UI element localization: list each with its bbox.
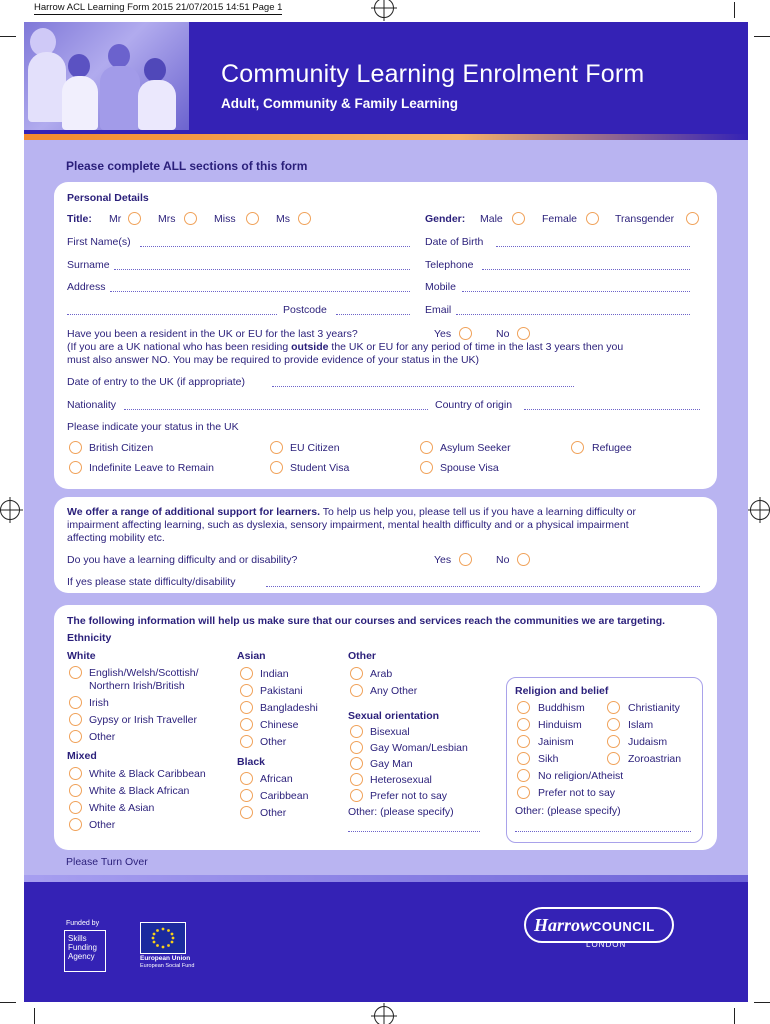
eu-label: European Union bbox=[140, 955, 191, 962]
eu-stars-icon bbox=[141, 923, 185, 953]
white-heading: White bbox=[67, 650, 96, 662]
religion-prefer-not-radio[interactable] bbox=[517, 786, 530, 799]
telephone-label: Telephone bbox=[425, 259, 474, 271]
sfa-line-1: Skills bbox=[68, 934, 87, 943]
white-irish-radio[interactable] bbox=[69, 696, 82, 709]
sexual-prefer-not-label: Prefer not to say bbox=[370, 790, 448, 802]
asian-bangladeshi-label: Bangladeshi bbox=[260, 702, 318, 714]
crop-mark bbox=[734, 1008, 735, 1024]
white-other-label: Other bbox=[89, 731, 116, 743]
first-name-label: First Name(s) bbox=[67, 236, 131, 248]
religion-zoroastrian-radio[interactable] bbox=[607, 752, 620, 765]
religion-christianity-radio[interactable] bbox=[607, 701, 620, 714]
gender-label: Gender: bbox=[425, 213, 466, 225]
form-title: Community Learning Enrolment Form bbox=[221, 60, 645, 88]
gender-male-radio[interactable] bbox=[512, 212, 525, 225]
status-ilr-radio[interactable] bbox=[69, 461, 82, 474]
resident-note: (If you are a UK national who has been residing outside the UK or EU for any period of time in the last 3 years then you bbox=[67, 341, 624, 353]
crop-mark bbox=[734, 2, 735, 18]
learning-support-section bbox=[54, 497, 717, 593]
nationality-field[interactable] bbox=[124, 409, 428, 410]
address-label: Address bbox=[67, 281, 106, 293]
religion-christianity-label: Christianity bbox=[628, 702, 680, 714]
other-any-radio[interactable] bbox=[350, 684, 363, 697]
status-ilr-label: Indefinite Leave to Remain bbox=[89, 462, 214, 474]
first-name-field[interactable] bbox=[140, 246, 410, 247]
mobile-field[interactable] bbox=[462, 291, 690, 292]
asian-other-label: Other bbox=[260, 736, 287, 748]
skills-funding-agency-logo bbox=[64, 930, 106, 972]
title-ms-radio[interactable] bbox=[298, 212, 311, 225]
crop-mark bbox=[0, 36, 16, 37]
registration-mark-top bbox=[374, 0, 394, 18]
black-african-label: African bbox=[260, 773, 293, 785]
black-caribbean-label: Caribbean bbox=[260, 790, 309, 802]
sexual-lesbian-radio[interactable] bbox=[350, 741, 363, 754]
religion-judaism-radio[interactable] bbox=[607, 735, 620, 748]
sexual-other-field[interactable] bbox=[348, 831, 480, 832]
ethnicity-heading: Ethnicity bbox=[67, 632, 112, 644]
white-british-radio[interactable] bbox=[69, 666, 82, 679]
black-african-radio[interactable] bbox=[240, 772, 253, 785]
mobile-label: Mobile bbox=[425, 281, 456, 293]
status-refugee-radio[interactable] bbox=[571, 441, 584, 454]
instruction-heading: Please complete ALL sections of this form bbox=[66, 159, 308, 173]
section-heading: Personal Details bbox=[67, 192, 149, 204]
date-of-entry-field[interactable] bbox=[272, 386, 574, 387]
country-of-origin-field[interactable] bbox=[524, 409, 700, 410]
telephone-field[interactable] bbox=[482, 269, 690, 270]
title-mr-radio[interactable] bbox=[128, 212, 141, 225]
mixed-asian-radio[interactable] bbox=[69, 801, 82, 814]
sexual-gay-man-label: Gay Man bbox=[370, 758, 413, 770]
postcode-field[interactable] bbox=[336, 314, 410, 315]
dob-field[interactable] bbox=[496, 246, 690, 247]
mixed-caribbean-radio[interactable] bbox=[69, 767, 82, 780]
religion-islam-label: Islam bbox=[628, 719, 654, 731]
resident-yes-radio[interactable] bbox=[459, 327, 472, 340]
surname-field[interactable] bbox=[114, 269, 410, 270]
email-field[interactable] bbox=[456, 314, 690, 315]
harrow-logo-london: LONDON bbox=[586, 940, 627, 949]
crop-mark bbox=[0, 1002, 16, 1003]
sexual-bisexual-label: Bisexual bbox=[370, 726, 410, 738]
registration-mark-right bbox=[750, 500, 770, 520]
personal-details-section bbox=[54, 182, 717, 489]
orange-swoosh bbox=[24, 134, 748, 140]
white-british-label: English/Welsh/Scottish/ bbox=[89, 667, 199, 679]
print-header: Harrow ACL Learning Form 2015 21/07/2015 14:51 Page 1 bbox=[34, 2, 283, 13]
resident-question: Have you been a resident in the UK or EU for the last 3 years? bbox=[67, 328, 358, 340]
title-option-mrs: Mrs bbox=[158, 213, 176, 225]
resident-yes-label: Yes bbox=[434, 328, 452, 340]
white-gypsy-radio[interactable] bbox=[69, 713, 82, 726]
black-other-radio[interactable] bbox=[240, 806, 253, 819]
status-british-label: British Citizen bbox=[89, 442, 154, 454]
status-eu-radio[interactable] bbox=[270, 441, 283, 454]
status-asylum-radio[interactable] bbox=[420, 441, 433, 454]
sexual-heterosexual-label: Heterosexual bbox=[370, 774, 432, 786]
mixed-asian-label: White & Asian bbox=[89, 802, 155, 814]
turn-over-note: Please Turn Over bbox=[66, 856, 148, 868]
asian-other-radio[interactable] bbox=[240, 735, 253, 748]
other-any-label: Any Other bbox=[370, 685, 418, 697]
form-page bbox=[24, 22, 748, 1002]
difficulty-state-label: If yes please state difficulty/disability bbox=[67, 576, 236, 588]
equality-monitoring-section bbox=[54, 605, 717, 850]
address-field-line2[interactable] bbox=[67, 314, 277, 315]
resident-no-label: No bbox=[496, 328, 510, 340]
asian-heading: Asian bbox=[237, 650, 266, 662]
religion-hinduism-label: Hinduism bbox=[538, 719, 582, 731]
difficulty-yes-label: Yes bbox=[434, 554, 452, 566]
white-irish-label: Irish bbox=[89, 697, 109, 709]
religion-islam-radio[interactable] bbox=[607, 718, 620, 731]
support-intro-line2: impairment affecting learning, such as dyslexia, sensory impairment, mental health difficulty and or a physical impairment bbox=[67, 519, 629, 531]
asian-bangladeshi-radio[interactable] bbox=[240, 701, 253, 714]
sexual-other-label: Other: (please specify) bbox=[348, 806, 454, 818]
status-spouse-label: Spouse Visa bbox=[440, 462, 499, 474]
mixed-heading: Mixed bbox=[67, 750, 97, 762]
asian-indian-label: Indian bbox=[260, 668, 289, 680]
status-asylum-label: Asylum Seeker bbox=[440, 442, 511, 454]
status-spouse-radio[interactable] bbox=[420, 461, 433, 474]
status-label: Please indicate your status in the UK bbox=[67, 421, 239, 433]
title-option-mr: Mr bbox=[109, 213, 122, 225]
status-eu-label: EU Citizen bbox=[290, 442, 340, 454]
religion-sikh-radio[interactable] bbox=[517, 752, 530, 765]
sexual-prefer-not-radio[interactable] bbox=[350, 789, 363, 802]
mixed-african-radio[interactable] bbox=[69, 784, 82, 797]
resident-no-radio[interactable] bbox=[517, 327, 530, 340]
black-caribbean-radio[interactable] bbox=[240, 789, 253, 802]
harrow-logo-text: HarrowCOUNCIL bbox=[534, 915, 655, 935]
gender-option-female: Female bbox=[542, 213, 578, 225]
dob-label: Date of Birth bbox=[425, 236, 484, 248]
religion-judaism-label: Judaism bbox=[628, 736, 668, 748]
gender-option-transgender: Transgender bbox=[615, 213, 675, 225]
sexual-orientation-heading: Sexual orientation bbox=[348, 710, 440, 722]
title-option-ms: Ms bbox=[276, 213, 290, 225]
registration-mark-left bbox=[0, 500, 20, 520]
religion-jainism-label: Jainism bbox=[538, 736, 574, 748]
black-heading: Black bbox=[237, 756, 266, 768]
support-intro-line3: affecting mobility etc. bbox=[67, 532, 165, 544]
eu-flag-logo bbox=[140, 922, 186, 954]
religion-zoroastrian-label: Zoroastrian bbox=[628, 753, 682, 765]
sfa-line-3: Agency bbox=[68, 952, 95, 961]
white-british-label-line2: Northern Irish/British bbox=[89, 680, 185, 692]
title-miss-radio[interactable] bbox=[246, 212, 259, 225]
gender-female-radio[interactable] bbox=[586, 212, 599, 225]
crop-mark bbox=[754, 36, 770, 37]
registration-mark-bottom bbox=[374, 1006, 394, 1024]
other-arab-label: Arab bbox=[370, 668, 393, 680]
religion-hinduism-radio[interactable] bbox=[517, 718, 530, 731]
sexual-lesbian-label: Gay Woman/Lesbian bbox=[370, 742, 468, 754]
people-photo bbox=[24, 22, 189, 130]
country-of-origin-label: Country of origin bbox=[435, 399, 513, 411]
religion-none-label: No religion/Atheist bbox=[538, 770, 624, 782]
mixed-caribbean-label: White & Black Caribbean bbox=[89, 768, 206, 780]
mixed-other-label: Other bbox=[89, 819, 116, 831]
religion-other-field[interactable] bbox=[515, 831, 691, 832]
form-subtitle: Adult, Community & Family Learning bbox=[221, 96, 459, 111]
crop-mark bbox=[34, 1008, 35, 1024]
date-of-entry-label: Date of entry to the UK (if appropriate) bbox=[67, 376, 246, 388]
equality-intro: The following information will help us make sure that our courses and services reach the communities we are targeting. bbox=[67, 615, 666, 627]
mixed-african-label: White & Black African bbox=[89, 785, 190, 797]
difficulty-no-label: No bbox=[496, 554, 510, 566]
status-student-label: Student Visa bbox=[290, 462, 350, 474]
status-student-radio[interactable] bbox=[270, 461, 283, 474]
religion-heading: Religion and belief bbox=[515, 685, 609, 697]
surname-label: Surname bbox=[67, 259, 110, 271]
support-intro: We offer a range of additional support for learners. To help us help you, please tell us if you have a learning difficulty or bbox=[67, 506, 636, 518]
resident-note-line2: must also answer NO. You may be required to provide evidence of your status in the UK) bbox=[67, 354, 480, 366]
status-refugee-label: Refugee bbox=[592, 442, 632, 454]
black-other-label: Other bbox=[260, 807, 287, 819]
religion-sikh-label: Sikh bbox=[538, 753, 559, 765]
nationality-label: Nationality bbox=[67, 399, 117, 411]
address-field[interactable] bbox=[110, 291, 410, 292]
white-gypsy-label: Gypsy or Irish Traveller bbox=[89, 714, 197, 726]
funded-by-label: Funded by bbox=[66, 920, 100, 927]
sexual-bisexual-radio[interactable] bbox=[350, 725, 363, 738]
religion-buddhism-radio[interactable] bbox=[517, 701, 530, 714]
asian-chinese-radio[interactable] bbox=[240, 718, 253, 731]
white-other-radio[interactable] bbox=[69, 730, 82, 743]
difficulty-yes-radio[interactable] bbox=[459, 553, 472, 566]
gender-option-male: Male bbox=[480, 213, 503, 225]
email-label: Email bbox=[425, 304, 452, 316]
asian-pakistani-label: Pakistani bbox=[260, 685, 303, 697]
difficulty-question: Do you have a learning difficulty and or disability? bbox=[67, 554, 298, 566]
sexual-gay-man-radio[interactable] bbox=[350, 757, 363, 770]
mixed-other-radio[interactable] bbox=[69, 818, 82, 831]
difficulty-no-radio[interactable] bbox=[517, 553, 530, 566]
other-arab-radio[interactable] bbox=[350, 667, 363, 680]
religion-prefer-not-label: Prefer not to say bbox=[538, 787, 616, 799]
title-mrs-radio[interactable] bbox=[184, 212, 197, 225]
religion-jainism-radio[interactable] bbox=[517, 735, 530, 748]
religion-buddhism-label: Buddhism bbox=[538, 702, 585, 714]
esf-label: European Social Fund bbox=[140, 963, 195, 969]
asian-pakistani-radio[interactable] bbox=[240, 684, 253, 697]
gender-transgender-radio[interactable] bbox=[686, 212, 699, 225]
asian-indian-radio[interactable] bbox=[240, 667, 253, 680]
postcode-label: Postcode bbox=[283, 304, 327, 316]
header-banner bbox=[24, 22, 748, 140]
status-british-radio[interactable] bbox=[69, 441, 82, 454]
sfa-line-2: Funding bbox=[68, 943, 97, 952]
sexual-heterosexual-radio[interactable] bbox=[350, 773, 363, 786]
crop-mark bbox=[754, 1002, 770, 1003]
other-ethnicity-heading: Other bbox=[348, 650, 377, 662]
title-label: Title: bbox=[67, 213, 92, 225]
difficulty-state-field[interactable] bbox=[266, 586, 700, 587]
religion-none-radio[interactable] bbox=[517, 769, 530, 782]
asian-chinese-label: Chinese bbox=[260, 719, 299, 731]
religion-other-label: Other: (please specify) bbox=[515, 805, 621, 817]
title-option-miss: Miss bbox=[214, 213, 236, 225]
